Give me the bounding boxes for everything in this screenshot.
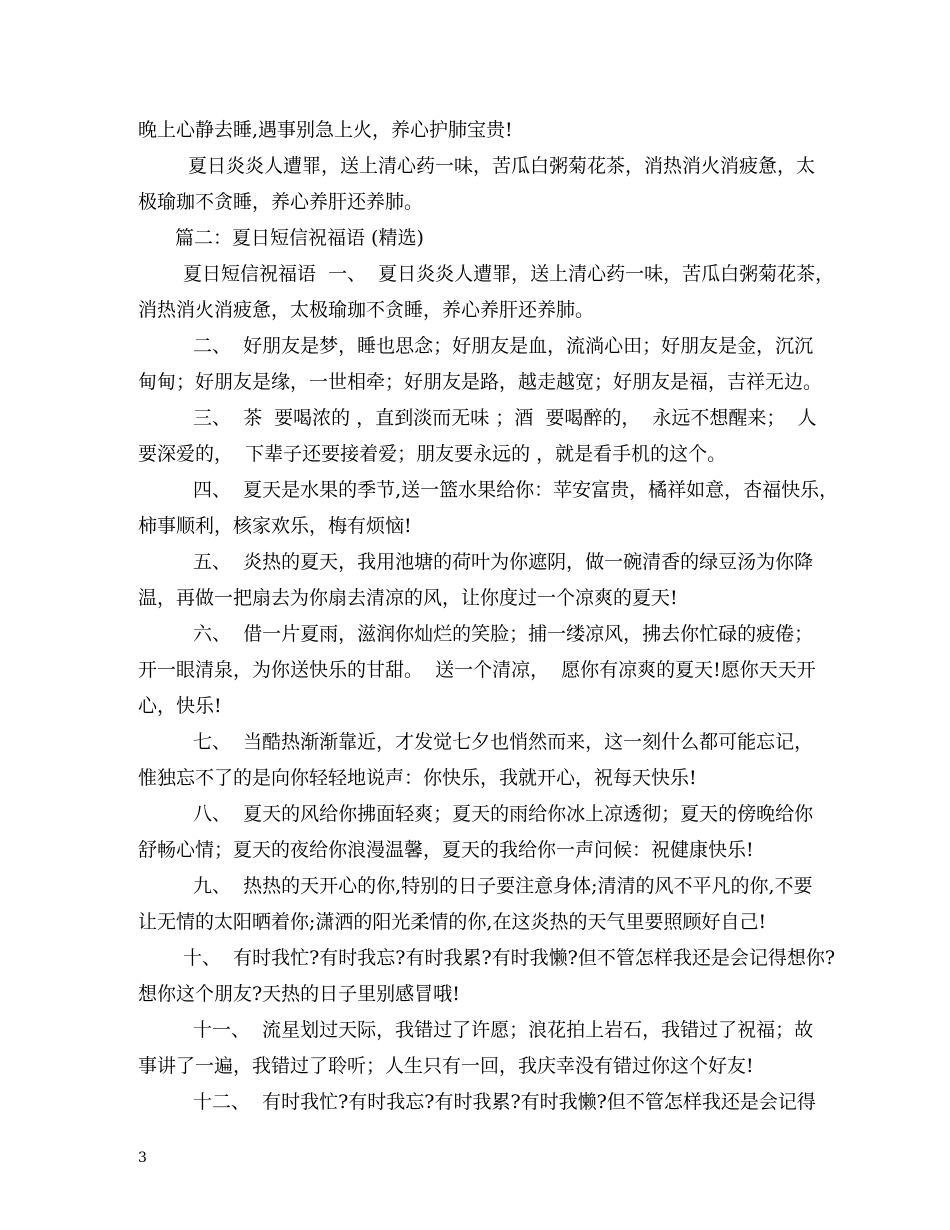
text-line: 心，快乐! (138, 695, 222, 717)
text-line: 十一、 流星划过天际，我错过了许愿；浪花拍上岩石，我错过了祝福；故 (193, 1019, 814, 1041)
text-line: 舒畅心情；夏天的夜给你浪漫温馨，夏天的我给你一声问候：祝健康快乐! (138, 839, 754, 861)
text-line: 四、 夏天是水果的季节,送一篮水果给你：苹安富贵，橘祥如意，杏福快乐， (193, 479, 839, 501)
text-line: 惟独忘不了的是向你轻轻地说声：你快乐，我就开心，祝每天快乐! (138, 767, 697, 789)
text-line: 开一眼清泉，为你送快乐的甘甜。 送一个清凉， 愿你有凉爽的夏天!愿你天天开 (138, 659, 816, 681)
text-line: 消热消火消疲惫，太极瑜珈不贪睡，养心养肝还养肺。 (138, 299, 595, 321)
text-line: 晚上心静去睡,遇事别急上火，养心护肺宝贵! (138, 119, 513, 141)
text-line: 七、 当酷热渐渐靠近，才发觉七夕也悄然而来，这一刻什么都可能忘记， (193, 731, 814, 753)
text-line: 要深爱的， 下辈子还要接着爱；朋友要永远的 ，就是看手机的这个。 (138, 443, 727, 465)
text-line: 九、 热热的天开心的你,特别的日子要注意身体;清清的风不平凡的你,不要 (193, 875, 813, 897)
text-line: 八、 夏天的风给你拂面轻爽；夏天的雨给你冰上凉透彻；夏天的傍晚给你 (193, 803, 814, 825)
text-line: 柿事顺利，核家欢乐，梅有烦恼! (138, 515, 412, 537)
page-number: 3 (138, 1150, 147, 1166)
text-line: 六、 借一片夏雨，滋润你灿烂的笑脸；捕一缕凉风，拂去你忙碌的疲倦； (193, 623, 814, 645)
text-line: 想你这个朋友?天热的日子里别感冒哦! (138, 983, 460, 1005)
text-line: 事讲了一遍，我错过了聆听；人生只有一回，我庆幸没有错过你这个好友! (138, 1055, 754, 1077)
text-line: 极瑜珈不贪睡，养心养肝还养肺。 (138, 191, 424, 213)
section-heading: 篇二：夏日短信祝福语 (精选) (175, 227, 424, 249)
text-line: 三、 茶 要喝浓的 ，直到淡而无味 ；酒 要喝醉的， 永远不想醒来； 人 (193, 407, 817, 429)
text-line: 甸甸；好朋友是缘，一世相牵；好朋友是路，越走越宽；好朋友是福，吉祥无边。 (138, 371, 823, 393)
text-line: 夏日炎炎人遭罪，送上清心药一味，苦瓜白粥菊花茶，消热消火消疲惫，太 (188, 155, 816, 177)
text-line: 十、 有时我忙?有时我忘?有时我累?有时我懒?但不管怎样我还是会记得想你? (183, 947, 836, 969)
text-line: 让无情的太阳晒着你;潇洒的阳光柔情的你,在这炎热的天气里要照顾好自己! (138, 911, 767, 933)
text-line: 十二、 有时我忙?有时我忘?有时我累?有时我懒?但不管怎样我还是会记得 (193, 1091, 816, 1113)
text-line: 二、 好朋友是梦，睡也思念；好朋友是血，流淌心田；好朋友是金，沉沉 (193, 335, 814, 357)
text-line: 温，再做一把扇去为你扇去清凉的风，让你度过一个凉爽的夏天! (138, 587, 678, 609)
text-line: 夏日短信祝福语 一、 夏日炎炎人遭罪，送上清心药一味，苦瓜白粥菊花茶， (183, 263, 835, 285)
text-line: 五、 炎热的夏天，我用池塘的荷叶为你遮阴，做一碗清香的绿豆汤为你降 (193, 551, 814, 573)
